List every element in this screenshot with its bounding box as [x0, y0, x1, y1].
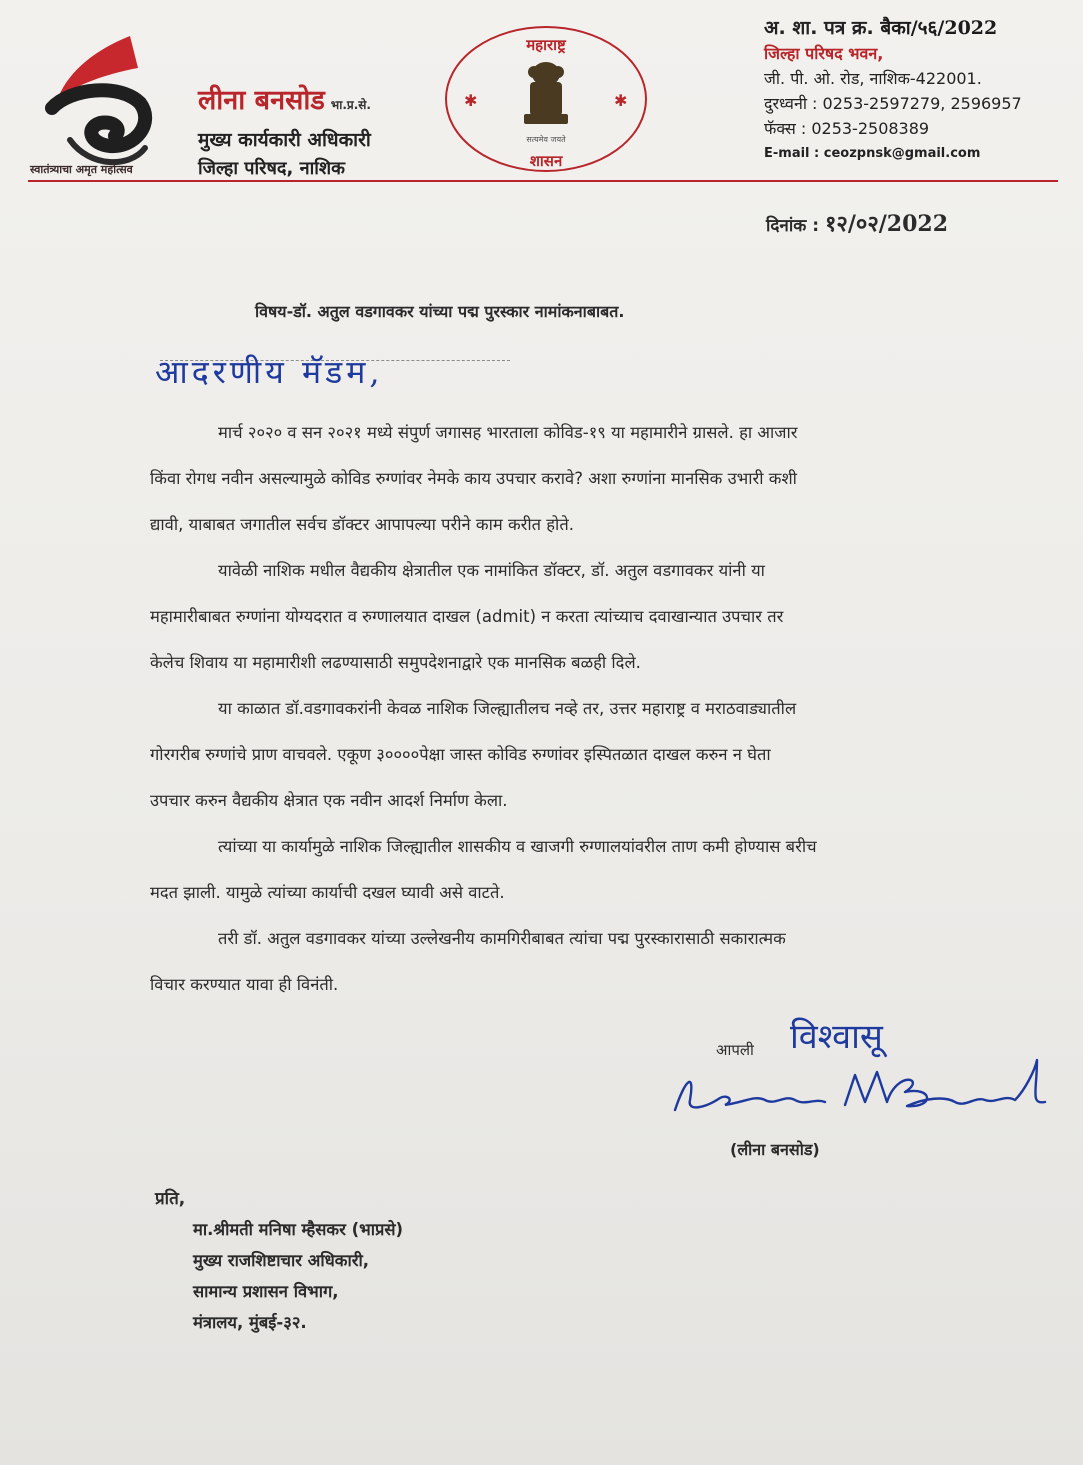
svg-text:✱: ✱ — [614, 91, 628, 110]
paragraph-line: त्यांच्या या कार्यामुळे नाशिक जिल्ह्यातील शासकीय व खाजगी रुग्णालयांवरील ताण कमी होण्यास बरीच — [218, 837, 817, 856]
fax-line: फॅक्स : 0253-2508389 — [764, 119, 930, 138]
officer-name — [198, 80, 371, 117]
salutation: आदरणीय मॅडम, — [155, 353, 384, 391]
address-line1: जिल्हा परिषद भवन, — [764, 44, 884, 63]
paragraph-line: द्यावी, याबाबत जगातील सर्वच डॉक्टर आपापल्या परीने काम करीत होते. — [150, 515, 574, 534]
signature-icon — [665, 1050, 1055, 1130]
paragraph-line: मदत झाली. यामुळे त्यांच्या कार्याची दखल घ्यावी असे वाटते. — [150, 883, 505, 902]
officer-office: जिल्हा परिषद, नाशिक — [198, 158, 345, 179]
paragraph-line: उपचार करुन वैद्यकीय क्षेत्रात एक नवीन आदर्श निर्माण केला. — [150, 791, 508, 810]
paragraph-2 — [150, 548, 1026, 686]
officer-suffix: भा.प्र.से. — [330, 98, 371, 112]
recipient-line: मुख्य राजशिष्टाचार अधिकारी, — [193, 1251, 370, 1270]
paragraph-4 — [150, 824, 1026, 916]
contact-block — [764, 16, 1074, 166]
reference-number: बैका/५६/2022 — [880, 17, 998, 39]
closing-prefix: आपली — [716, 1041, 754, 1059]
email-line: E-mail : ceozpnsk@gmail.com — [764, 146, 981, 161]
paragraph-5 — [150, 916, 1026, 1008]
seal-top-text: महाराष्ट्र — [526, 36, 566, 54]
officer-name-text: लीना बनसोड — [198, 85, 325, 116]
paragraph-line: या काळात डॉ.वडगावकरांनी केवळ नाशिक जिल्ह्यातीलच नव्हे तर, उत्तर महाराष्ट्र व मराठवाड्यातील — [218, 699, 797, 718]
paragraph-1 — [150, 410, 1026, 548]
officer-title: मुख्य कार्यकारी अधिकारी — [198, 129, 371, 151]
paragraph-line: महामारीबाबत रुग्णांना योग्यदरात व रुग्णालयात दाखल (admit) न करता त्यांच्याच दवाखान्यात उपचार तर — [150, 607, 784, 626]
date-label: दिनांक : — [766, 216, 820, 236]
signatory-name: (लीना बनसोड) — [730, 1140, 820, 1159]
recipient-label: प्रति, — [155, 1189, 186, 1209]
date-value: १२/०२/2022 — [824, 211, 949, 237]
header-divider — [28, 180, 1058, 182]
letter-subject: विषय-डॉ. अतुल वडगावकर यांच्या पद्म पुरस्कार नामांकनाबाबत. — [255, 302, 625, 321]
paragraph-line: केलेच शिवाय या महामारीशी लढण्यासाठी समुपदेशनाद्वारे एक मानसिक बळही दिले. — [150, 653, 641, 672]
phone-line: दुरध्वनी : 0253-2597279, 2596957 — [764, 94, 1022, 113]
seal-bottom-text: शासन — [529, 152, 563, 170]
logo-caption: स्वातंत्र्याचा अमृत महोत्सव — [30, 163, 133, 176]
paragraph-line: तरी डॉ. अतुल वडगावकर यांच्या उल्लेखनीय कामगिरीबाबत त्यांचा पद्म पुरस्कारासाठी सकारात्मक — [218, 929, 786, 948]
date-line — [766, 208, 948, 238]
recipient-line: मा.श्रीमती मनिषा म्हैसकर (भाप्रसे) — [193, 1220, 404, 1239]
paragraph-line: यावेळी नाशिक मधील वैद्यकीय क्षेत्रातील एक नामांकित डॉक्टर, डॉ. अतुल वडगावकर यांनी या — [218, 561, 765, 580]
reference-line — [764, 16, 1074, 41]
reference-prefix: अ. शा. पत्र क्र. — [764, 17, 874, 39]
paragraph-line: गोरगरीब रुग्णांचे प्राण वाचवले. एकूण ३००००पेक्षा जास्त कोविड रुग्णांवर इस्पितळात दाखल करुन न घेता — [150, 745, 771, 764]
seal-motto-text: सत्यमेव जयते — [526, 135, 566, 144]
recipient-line: मंत्रालय, मुंबई-३२. — [193, 1313, 307, 1332]
maharashtra-shasan-seal-icon — [444, 24, 648, 174]
paragraph-3 — [150, 686, 1026, 824]
paragraph-line: मार्च २०२० व सन २०२१ मध्ये संपुर्ण जगासह भारताला कोविड-१९ या महामारीने ग्रासले. हा आजार — [218, 423, 798, 442]
svg-text:✱: ✱ — [464, 91, 478, 110]
paragraph-line: किंवा रोगध नवीन असल्यामुळे कोविड रुग्णांवर नेमके काय उपचार करावे? अशा रुग्णांना मानसिक उभारी कशी — [150, 469, 797, 488]
closing-handwritten: विश्वासू — [790, 1017, 883, 1057]
recipient-line: सामान्य प्रशासन विभाग, — [193, 1282, 339, 1301]
recipient-block — [193, 1214, 403, 1338]
paragraph-line: विचार करण्यात यावा ही विनंती. — [150, 975, 339, 994]
address-line2: जी. पी. ओ. रोड, नाशिक-422001. — [764, 69, 982, 88]
